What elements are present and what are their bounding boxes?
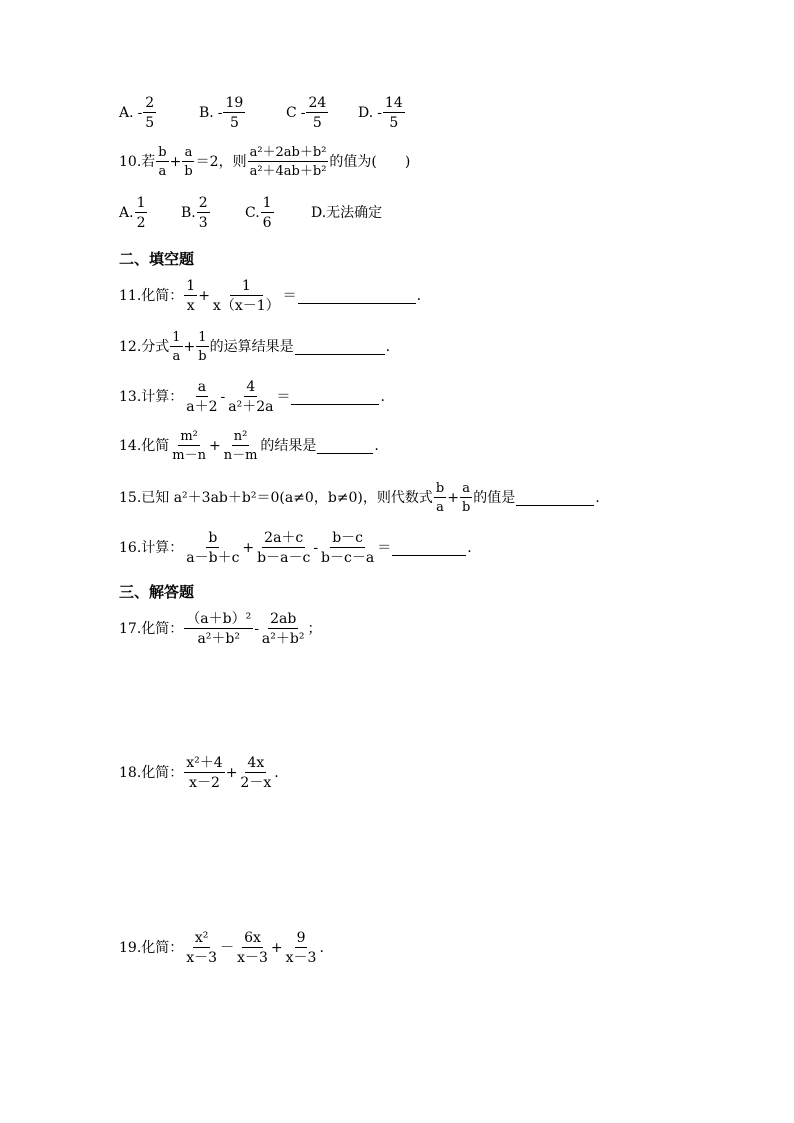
period: .: [416, 288, 422, 304]
answer-blank[interactable]: [516, 491, 594, 506]
q10-option-d: [311, 206, 382, 220]
question-16: [119, 531, 472, 565]
question-10: [119, 146, 410, 178]
q10-options: [119, 196, 382, 230]
period: .: [319, 940, 324, 956]
option-label: A.: [119, 205, 134, 221]
fraction: $\frac{1}{x}$: [186, 278, 196, 314]
fraction: $\frac{\text{n²}}{n-m}$: [223, 429, 258, 463]
plus-sign: +: [270, 940, 283, 956]
fraction: $\frac{2a+c}{b-a-c}$: [257, 530, 311, 566]
q15-suffix: 的值是: [473, 490, 516, 506]
section-title-answer: 三、解答题: [119, 583, 195, 601]
answer-blank[interactable]: [392, 541, 466, 556]
fraction: $\frac{a}{b}$: [461, 481, 471, 515]
fraction: $\frac{\text{a²＋2ab＋b²}}{\text{a²＋4ab＋b²}}$: [249, 145, 327, 179]
q9-option-d: [358, 96, 406, 130]
question-15: [119, 482, 600, 514]
q14-prefix: 14.化简: [119, 438, 170, 454]
answer-blank[interactable]: [295, 340, 385, 355]
fraction: $\frac{4x}{2-x}$: [240, 755, 272, 791]
fraction: $\frac{19}{5}$: [225, 95, 244, 131]
minus-sign: －: [220, 940, 235, 956]
period: .: [595, 490, 600, 506]
plus-sign: +: [183, 339, 196, 355]
fraction: $\frac{1}{x(x-1)}$: [212, 278, 280, 314]
q11-prefix: 11.化简：: [119, 288, 184, 304]
q18-prefix: 18.化简：: [119, 765, 184, 781]
option-label: C.: [245, 205, 260, 221]
fraction: $\frac{1}{b}$: [198, 330, 207, 364]
plus-sign: +: [225, 765, 238, 781]
fraction: $\frac{b-c}{b-c-a}$: [321, 530, 375, 566]
answer-blank[interactable]: [317, 439, 373, 454]
period: .: [467, 540, 472, 556]
question-11: [119, 279, 421, 313]
fraction: $\frac{4}{\text{a²＋2a}}$: [228, 379, 274, 415]
fraction: $\frac{1}{2}$: [136, 195, 146, 231]
sign: -: [217, 105, 223, 121]
q9-option-b: [199, 96, 286, 130]
equals-sign: ＝: [377, 540, 392, 556]
answer-blank[interactable]: [291, 390, 379, 405]
q10-suffix: 的值为( ): [329, 154, 411, 170]
q13-prefix: 13.计算：: [119, 389, 184, 405]
fraction: $\frac{\text{（a＋b）²}}{\text{a²＋b²}}$: [186, 611, 252, 647]
q16-prefix: 16.计算：: [119, 540, 184, 556]
fraction: $\frac{\text{x²＋4}}{x-2}$: [186, 755, 223, 791]
equals-sign: ＝: [282, 288, 297, 304]
fraction: $\frac{2ab}{\text{a²＋b²}}$: [261, 611, 305, 647]
option-label: D.无法确定: [311, 205, 383, 221]
minus-sign: -: [313, 540, 319, 556]
sign: -: [137, 105, 143, 121]
plus-sign: +: [169, 154, 182, 170]
q19-prefix: 19.化简：: [119, 940, 184, 956]
minus-sign: -: [254, 621, 259, 637]
plus-sign: +: [198, 288, 210, 304]
fraction: $\frac{24}{5}$: [308, 95, 327, 131]
semicolon: ；: [307, 621, 322, 637]
question-12: [119, 331, 390, 363]
sign: -: [377, 105, 382, 121]
q14-suffix: 的结果是: [260, 438, 317, 454]
question-19: [119, 931, 324, 965]
option-label: C: [286, 105, 297, 121]
equals-sign: ＝: [276, 389, 291, 405]
plus-sign: +: [208, 438, 221, 454]
q15-prefix: 15.已知 a²＋3ab＋b²＝0(a≠0，b≠0)，则代数式: [119, 490, 433, 506]
fraction: $\frac{\text{m²}}{m-n}$: [172, 429, 206, 463]
fraction: $\frac{1}{6}$: [262, 195, 272, 231]
question-13: [119, 380, 385, 414]
period: .: [380, 389, 385, 405]
fraction: $\frac{9}{x-3}$: [285, 930, 317, 966]
q10-option-b: [181, 196, 245, 230]
q9-options: [119, 96, 406, 130]
plus-sign: +: [447, 490, 459, 506]
q12-prefix: 12.分式: [119, 339, 170, 355]
period: .: [274, 765, 279, 781]
fraction: $\frac{1}{a}$: [172, 330, 181, 364]
period: .: [374, 438, 379, 454]
fraction: $\frac{6x}{x-3}$: [237, 930, 268, 966]
fraction: $\frac{b}{a}$: [158, 145, 167, 179]
option-label: B.: [199, 105, 214, 121]
minus-sign: -: [220, 389, 226, 405]
fraction: $\frac{\text{x²}}{x-3}$: [186, 930, 218, 966]
period: .: [385, 339, 391, 355]
fraction: $\frac{14}{5}$: [384, 95, 403, 131]
q10-prefix: 10.若: [119, 154, 156, 170]
fraction: $\frac{2}{3}$: [198, 195, 208, 231]
fraction: $\frac{b}{a-b+c}$: [186, 530, 240, 566]
q10-option-a: [119, 196, 181, 230]
fraction: $\frac{b}{a}$: [435, 481, 445, 515]
q17-prefix: 17.化简：: [119, 621, 184, 637]
option-label: D.: [358, 105, 374, 121]
fraction: $\frac{a}{a+2}$: [186, 379, 218, 415]
fraction: $\frac{a}{b}$: [184, 145, 193, 179]
sign: -: [300, 105, 306, 121]
question-18: [119, 756, 279, 790]
q9-option-c: [286, 96, 358, 130]
q9-option-a: [119, 96, 199, 130]
question-14: [119, 430, 379, 462]
section-title-fill-in: 二、填空题: [119, 250, 195, 268]
plus-sign: +: [242, 540, 255, 556]
answer-blank[interactable]: [298, 289, 416, 304]
q12-suffix: 的运算结果是: [209, 339, 294, 355]
option-label: B.: [181, 205, 196, 221]
q10-option-c: [245, 196, 311, 230]
q10-equals: ＝2，则: [195, 154, 247, 170]
option-label: A.: [119, 105, 134, 121]
question-17: [119, 612, 321, 646]
fraction: $\frac{2}{5}$: [145, 95, 155, 131]
